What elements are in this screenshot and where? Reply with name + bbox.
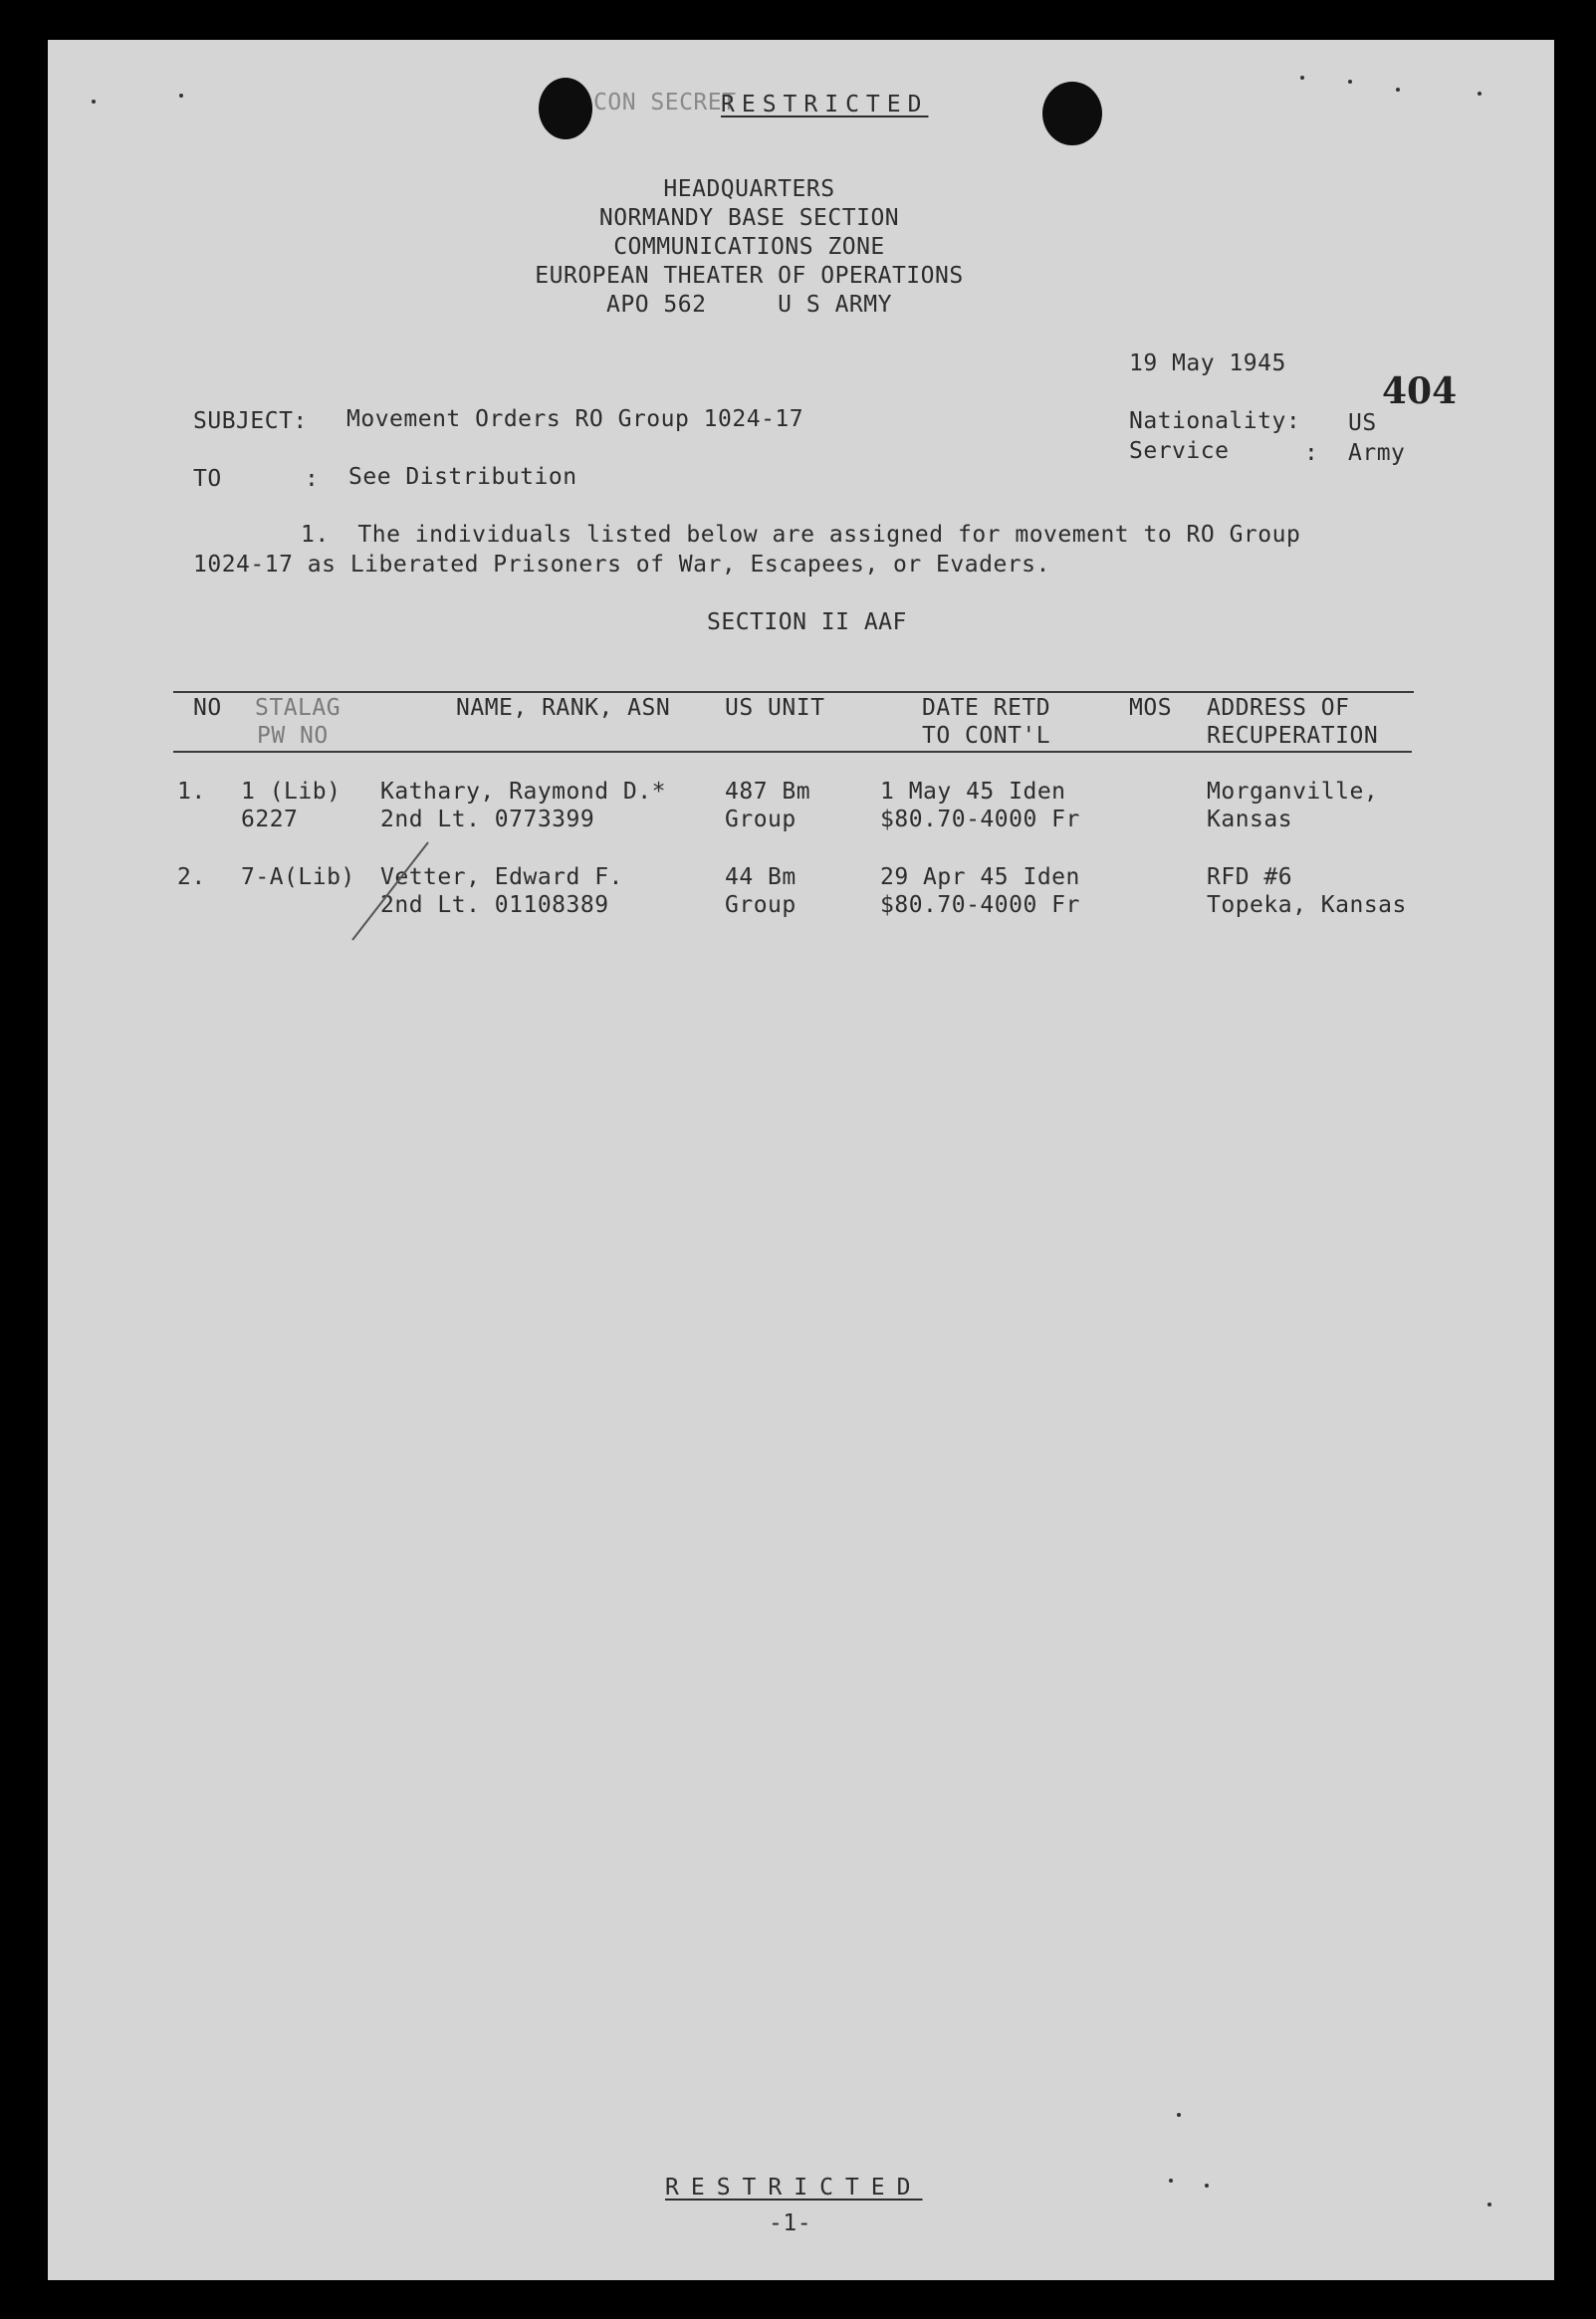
table-row-2-address: RFD #6 bbox=[1207, 864, 1293, 890]
punch-hole-left bbox=[539, 78, 592, 139]
to-value: See Distribution bbox=[348, 464, 577, 490]
document-page bbox=[48, 40, 1554, 2280]
table-row-2-date: 29 Apr 45 Iden bbox=[880, 864, 1080, 890]
table-row-2-rank-asn: 2nd Lt. 01108389 bbox=[380, 892, 609, 918]
table-row-2-name: Vetter, Edward F. bbox=[380, 864, 623, 890]
to-sep: : bbox=[305, 466, 320, 492]
top-overstrike: CON SECRET bbox=[593, 90, 737, 116]
table-row-1-unit: 487 Bm bbox=[725, 779, 811, 805]
top-classification: RESTRICTED bbox=[721, 92, 929, 117]
table-row-1-address: Morganville, bbox=[1207, 779, 1379, 805]
subject-value: Movement Orders RO Group 1024-17 bbox=[346, 406, 804, 432]
table-row-2-no: 2. bbox=[177, 864, 206, 890]
col-header-unit: US UNIT bbox=[725, 695, 825, 721]
table-row-1-pw-no: 6227 bbox=[241, 807, 299, 832]
col-header-address-2: RECUPERATION bbox=[1207, 723, 1379, 749]
table-row-1-name: Kathary, Raymond D.* bbox=[380, 779, 666, 805]
table-header-rule bbox=[173, 751, 1412, 753]
col-header-pw-no: PW NO bbox=[257, 723, 329, 749]
stamp-number: 404 bbox=[1382, 370, 1458, 412]
table-row-1-rank-asn: 2nd Lt. 0773399 bbox=[380, 807, 595, 832]
table-row-2-stalag: 7-A(Lib) bbox=[241, 864, 355, 890]
service-sep: : bbox=[1304, 440, 1319, 466]
speck bbox=[179, 94, 183, 98]
table-row-2-unit: 44 Bm bbox=[725, 864, 797, 890]
service-value: Army bbox=[1348, 440, 1406, 466]
col-header-mos: MOS bbox=[1129, 695, 1173, 721]
speck bbox=[1169, 2179, 1173, 2183]
nationality-label: Nationality: bbox=[1129, 408, 1301, 434]
hq-line: NORMANDY BASE SECTION bbox=[598, 205, 900, 231]
speck bbox=[1396, 88, 1400, 92]
hq-header bbox=[0, 175, 1502, 320]
hq-line: COMMUNICATIONS ZONE bbox=[613, 234, 885, 260]
table-row-1-unit-2: Group bbox=[725, 807, 797, 832]
hq-line: EUROPEAN THEATER OF OPERATIONS bbox=[535, 263, 964, 289]
table-row-1-stalag: 1 (Lib) bbox=[241, 779, 342, 805]
col-header-stalag: STALAG bbox=[255, 695, 342, 721]
table-row-1-address-2: Kansas bbox=[1207, 807, 1293, 832]
section-title: SECTION II AAF bbox=[707, 609, 907, 635]
speck bbox=[1205, 2184, 1209, 2188]
to-label: TO bbox=[193, 466, 222, 492]
table-row-2-pay: $80.70-4000 Fr bbox=[880, 892, 1080, 918]
col-header-date: DATE RETD bbox=[922, 695, 1051, 721]
speck bbox=[1487, 2203, 1491, 2206]
table-row-1-pay: $80.70-4000 Fr bbox=[880, 807, 1080, 832]
table-row-1-date: 1 May 45 Iden bbox=[880, 779, 1066, 805]
speck bbox=[1300, 76, 1304, 80]
hq-line: APO 562 U S ARMY bbox=[606, 292, 892, 318]
bottom-classification: RESTRICTED bbox=[665, 2175, 923, 2201]
document-date: 19 May 1945 bbox=[1129, 350, 1286, 376]
nationality-value: US bbox=[1348, 410, 1377, 436]
speck bbox=[1348, 80, 1352, 84]
col-header-address: ADDRESS OF bbox=[1207, 695, 1350, 721]
service-label: Service bbox=[1129, 438, 1230, 464]
table-row-2-address-2: Topeka, Kansas bbox=[1207, 892, 1407, 918]
hq-line: HEADQUARTERS bbox=[663, 176, 835, 202]
speck bbox=[1177, 2113, 1181, 2117]
table-top-rule bbox=[173, 691, 1414, 693]
table-row-1-no: 1. bbox=[177, 779, 206, 805]
subject-label: SUBJECT: bbox=[193, 408, 308, 434]
speck bbox=[1478, 92, 1482, 96]
page-number: -1- bbox=[769, 2210, 812, 2236]
col-header-no: NO bbox=[193, 695, 222, 721]
speck bbox=[92, 100, 96, 104]
pencil-mark bbox=[346, 836, 436, 946]
col-header-name: NAME, RANK, ASN bbox=[456, 695, 671, 721]
table-row-2-unit-2: Group bbox=[725, 892, 797, 918]
paragraph-line-2: 1024-17 as Liberated Prisoners of War, Escapees, or Evaders. bbox=[193, 552, 1050, 578]
punch-hole-right bbox=[1042, 82, 1102, 145]
paragraph-line-1: 1. The individuals listed below are assigned for movement to RO Group bbox=[301, 522, 1301, 548]
col-header-date-2: TO CONT'L bbox=[922, 723, 1051, 749]
